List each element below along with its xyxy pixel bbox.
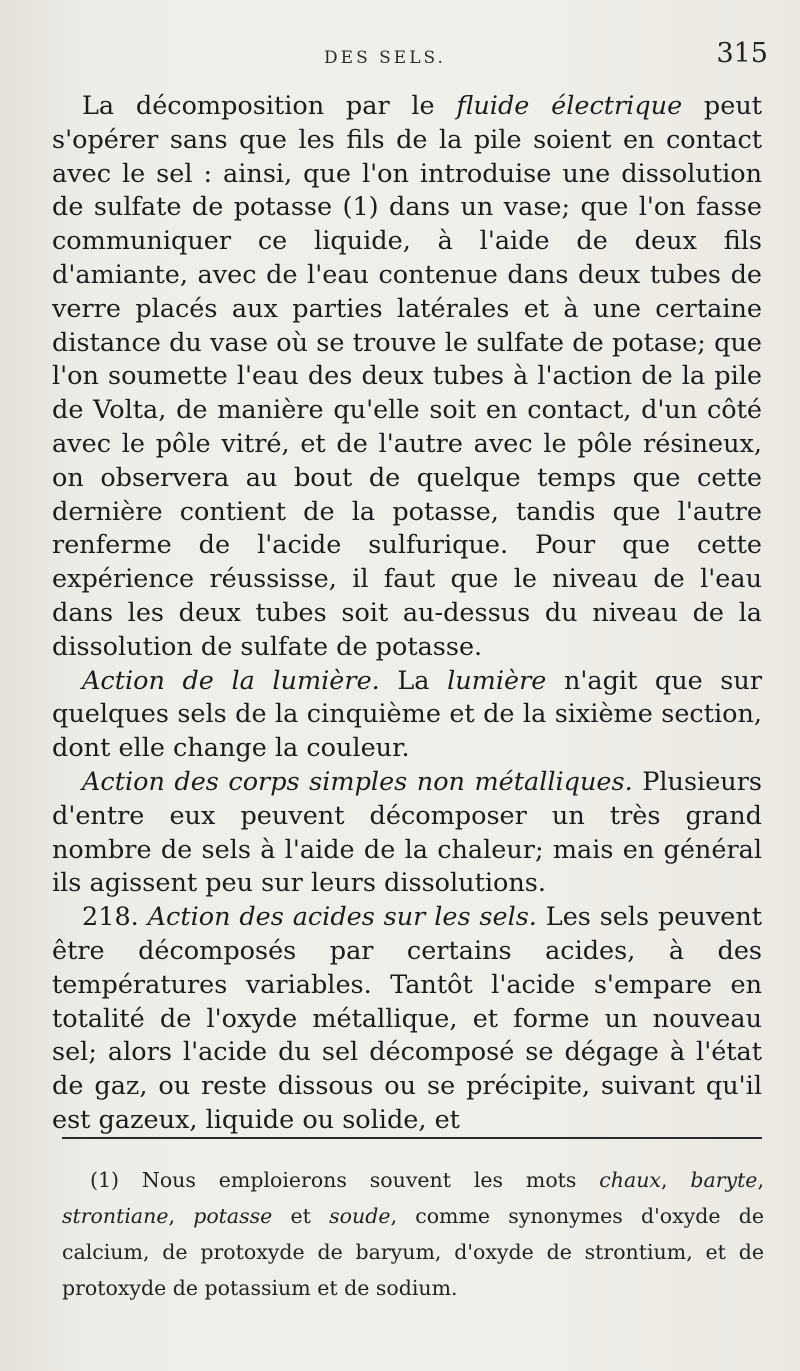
section-heading: Action de la lumière. [82,665,380,696]
text-run: et [272,1204,330,1228]
running-title: DES SELS. [324,48,446,68]
footnote-divider [62,1137,762,1139]
paragraph-action-nonmetals [52,766,762,901]
page-number: 315 [716,38,768,69]
main-text [52,90,762,1138]
text-run: La [379,665,448,696]
paragraph-action-light [52,665,762,766]
text-run: n'agit que sur quelques sels de la cinquième et de la sixième section, dont elle change la couleur. [52,665,763,764]
text-run: , comme synonymes d'oxyde de calcium, de protoxyde de baryum, d'oxyde de strontium, et de protoxyde de potassium et de sodium. [62,1204,764,1300]
text-run: La décomposition par le [82,91,457,121]
footnote-text [62,1162,764,1306]
footnote [62,1162,764,1306]
section-number: 218. [82,902,148,933]
text-run: Plusieurs d'entre eux peuvent décomposer un très grand nombre de sels à l'aide de la chaleur; mais en général ils agissent peu sur leurs dissolutions. [52,766,762,899]
italic-term: potasse [193,1204,273,1228]
italic-term: fluide électrique [456,91,683,121]
italic-term: chaux [599,1168,661,1192]
italic-term: lumière [447,665,547,696]
text-run: , [168,1204,194,1228]
section-heading: Action des acides sur les sels. [147,902,537,933]
italic-term: soude [329,1204,391,1228]
text-run: peut s'opérer sans que les fils de la pile soient en contact avec le sel : ainsi, que l'on introduise une dissolution de sulfate de potasse (1) dans un vase; que l'on fasse communiquer ce liquide, à l'aide de deux fils d'amiante, avec de l'eau contenue dans deux tubes de verre placés aux parties latérales et à une certaine distance du vase où se trouve le sulfate de potase; que l'on soumette l'eau des deux tubes à l'action de la pile de Volta, de manière qu'elle soit en contact, d'un côté avec le pôle vitré, et de l'autre avec le pôle résineux, on observera au bout de quelque temps que cette dernière contient de la potasse, tandis que l'autre renferme de l'acide sulfurique. Pour que cette expérience réussisse, il faut que le niveau de l'eau dans les deux tubes soit au-dessus du niveau de la dissolution de sulfate de potasse. [52,91,762,662]
section-heading: Action des corps simples non métalliques. [82,766,633,797]
italic-term: strontiane [62,1204,169,1228]
running-head [40,38,768,78]
italic-term: baryte [690,1168,758,1192]
text-run: , [660,1168,691,1192]
text-run: (1) Nous emploierons souvent les mots [90,1168,600,1192]
paragraph-action-acids [52,901,762,1138]
text-run: Les sels peuvent être décomposés par certains acides, à des températures variables. Tantôt l'acide s'empare en totalité de l'oxyde métallique, et forme un nouveau sel; alors l'acide du sel décomposé se dégage à l'état de gaz, ou reste dissous ou se précipite, suivant qu'il est gazeux, liquide ou solide, et [52,902,762,1135]
paragraph-electric-decomposition [52,90,762,665]
text-run: , [757,1168,764,1192]
